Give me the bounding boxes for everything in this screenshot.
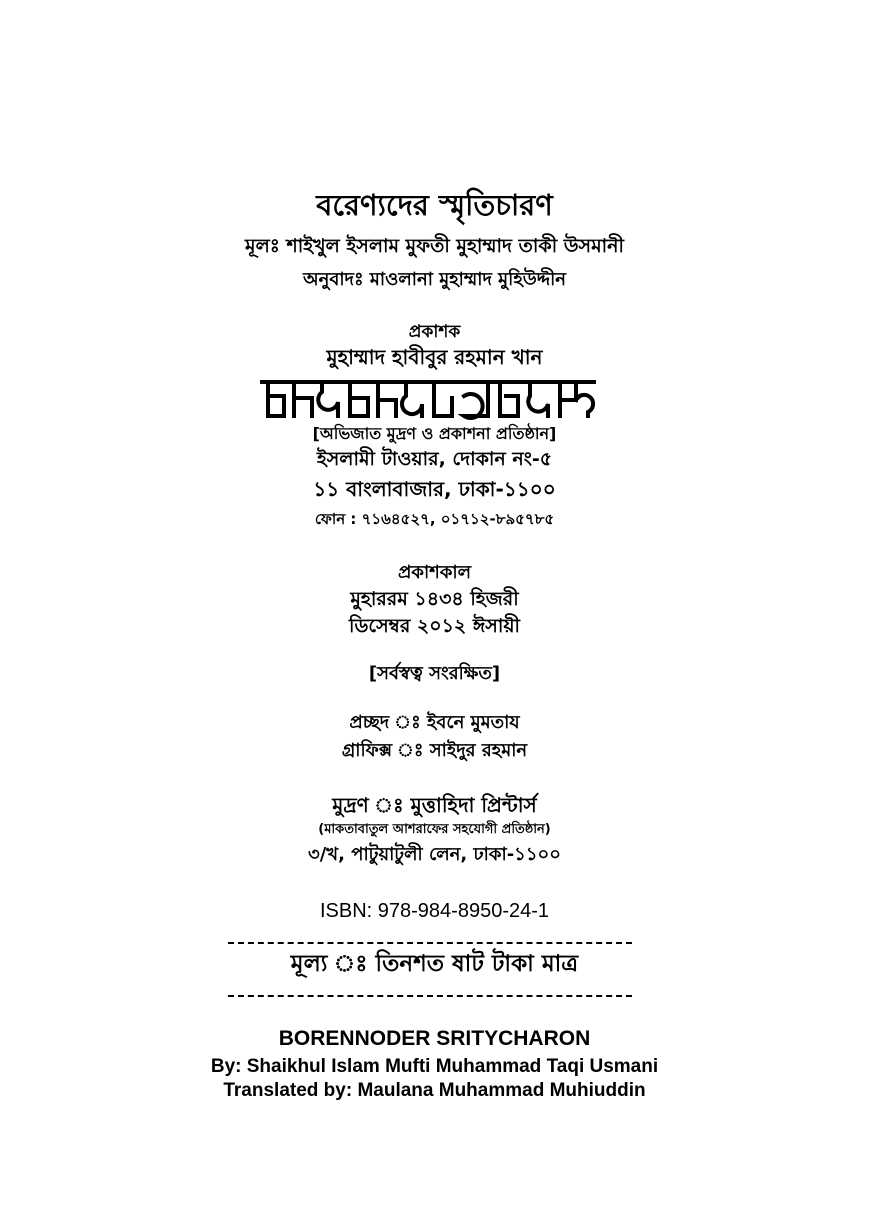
printer-address: ৩/খ, পাটুয়াটুলী লেন, ঢাকা-১১০০ — [308, 844, 561, 865]
publisher-label: প্রকাশক — [408, 322, 461, 342]
publication-label: প্রকাশকাল — [397, 562, 472, 583]
publisher-address-line1: ইসলামী টাওয়ার, দোকান নং-৫ — [316, 448, 553, 470]
rights-notice: [সর্বস্বত্ব সংরক্ষিত] — [368, 663, 501, 684]
publication-hijri: মুহাররম ১৪৩৪ হিজরী — [350, 588, 519, 610]
price-rule-top — [228, 942, 632, 944]
english-title: BORENNODER SRITYCHARON — [278, 1027, 591, 1050]
publication-gregorian: ডিসেম্বর ২০১২ ঈসায়ী — [349, 615, 520, 637]
publisher-phone: ফোন : ৭১৬৪৫২৭, ০১৭১২-৮৯৫৭৮৫ — [314, 510, 555, 528]
english-author: By: Shaikhul Islam Mufti Muhammad Taqi Usmani — [210, 1056, 659, 1077]
price-rule-bottom — [228, 995, 632, 997]
printer-affiliation: (মাকতাবাতুল আশরাফের সহযোগী প্রতিষ্ঠান) — [318, 822, 551, 837]
graphics-credit: গ্রাফিক্স ঃ সাইদুর রহমান — [341, 740, 528, 761]
price: মূল্য ঃ তিনশত ষাট টাকা মাত্র — [290, 951, 579, 977]
printer-name: মুদ্রণ ঃ মুত্তাহিদা প্রিন্টার্স — [332, 793, 537, 817]
bangla-author: মূলঃ শাইখুল ইসলাম মুফতী মুহাম্মাদ তাকী উসমানী — [245, 235, 624, 257]
publisher-name: মুহাম্মাদ হাবীবুর রহমান খান — [326, 345, 543, 369]
english-translator: Translated by: Maulana Muhammad Muhiuddin — [223, 1080, 646, 1101]
publisher-logo — [258, 374, 598, 428]
publisher-tagline: [অভিজাত মুদ্রণ ও প্রকাশনা প্রতিষ্ঠান] — [312, 424, 557, 443]
bangla-title: বরেণ্যদের স্মৃতিচারণ — [316, 188, 553, 222]
cover-credit: প্রচ্ছদ ঃ ইবনে মুমতায — [349, 712, 520, 733]
isbn: ISBN: 978-984-8950-24-1 — [319, 900, 550, 922]
publisher-address-line2: ১১ বাংলাবাজার, ঢাকা-১১০০ — [313, 477, 556, 501]
bangla-translator: অনুবাদঃ মাওলানা মুহাম্মাদ মুহিউদ্দীন — [302, 269, 567, 290]
